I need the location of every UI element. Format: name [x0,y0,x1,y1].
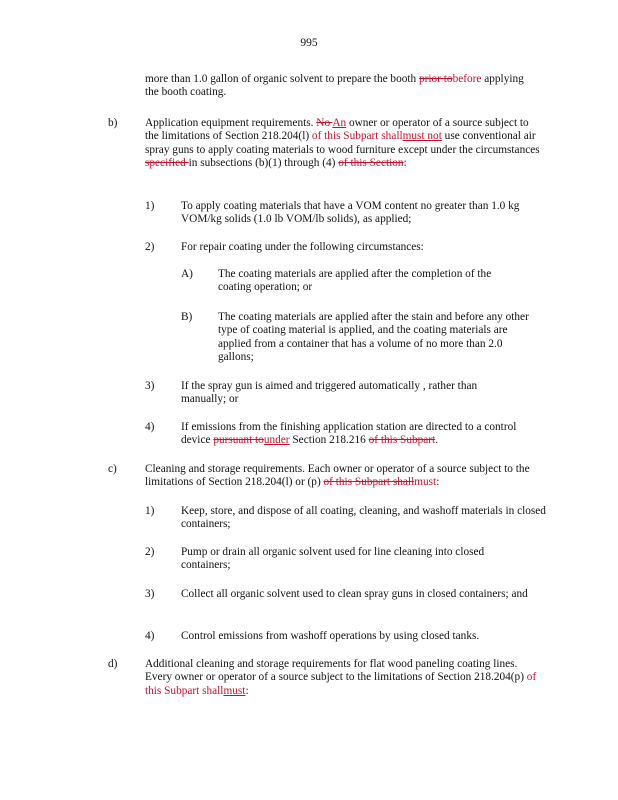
c-item-4-label: 4) [145,630,155,642]
section-c-label: c) [108,463,117,475]
c-item-1-label: 1) [145,505,155,517]
b-item-1-label: 1) [145,200,155,212]
b-sub-a-label: A) [181,268,193,280]
section-b-paragraph: Application equipment requirements. No An owner or operator of a source subject to the limitations of Section 218.204(l) of this Subpart shallmust not use conventional air spray guns to apply coating materials to wood furniture except under the circumstances specified in subsections (b)(1) through (4) of this Section: [145,117,540,169]
intro-paragraph: more than 1.0 gallon of organic solvent to prepare the booth prior tobefore applying the booth coating. [145,73,524,99]
section-d-label: d) [108,658,118,670]
c-item-3-label: 3) [145,588,155,600]
b-item-2-label: 2) [145,241,155,253]
page-number: 995 [300,37,318,49]
c-item-1-text: Keep, store, and dispose of all coating, cleaning, and washoff materials in closed containers; [181,505,546,531]
b-item-3-text: If the spray gun is aimed and triggered automatically , rather than manually; or [181,380,478,406]
section-b-label: b) [108,117,118,129]
c-item-3-text: Collect all organic solvent used to clean spray guns in closed containers; and [181,588,528,600]
b-item-4-text: If emissions from the finishing application station are directed to a control device pursuant tounder Section 218.216 of this Subpart. [181,421,517,447]
c-item-2-text: Pump or drain all organic solvent used for line cleaning into closed containers; [181,546,485,572]
b-item-3-label: 3) [145,380,155,392]
c-item-4-text: Control emissions from washoff operations by using closed tanks. [181,630,480,642]
b-sub-b-label: B) [181,311,193,323]
b-sub-a-text: The coating materials are applied after the completion of the coating operation; or [218,268,492,294]
b-sub-b-text: The coating materials are applied after the stain and before any other type of coating material is applied, and the coating materials are applied from a container that has a volume of no more than 2.0 gallons; [218,311,529,363]
b-item-4-label: 4) [145,421,155,433]
b-item-1-text: To apply coating materials that have a VOM content no greater than 1.0 kg VOM/kg solids (1.0 lb VOM/lb solids), as applied; [181,200,520,226]
section-c-paragraph: Cleaning and storage requirements. Each owner or operator of a source subject to the limitations of Section 218.204(l) or (p) of this Subpart shallmust: [145,463,530,489]
b-item-2-text: For repair coating under the following circumstances: [181,241,424,253]
c-item-2-label: 2) [145,546,155,558]
section-d-paragraph: Additional cleaning and storage requirements for flat wood paneling coating lines. Every owner or operator of a source subject to the limitations of Section 218.204(p) of this Subpart shallmust: [145,658,537,697]
